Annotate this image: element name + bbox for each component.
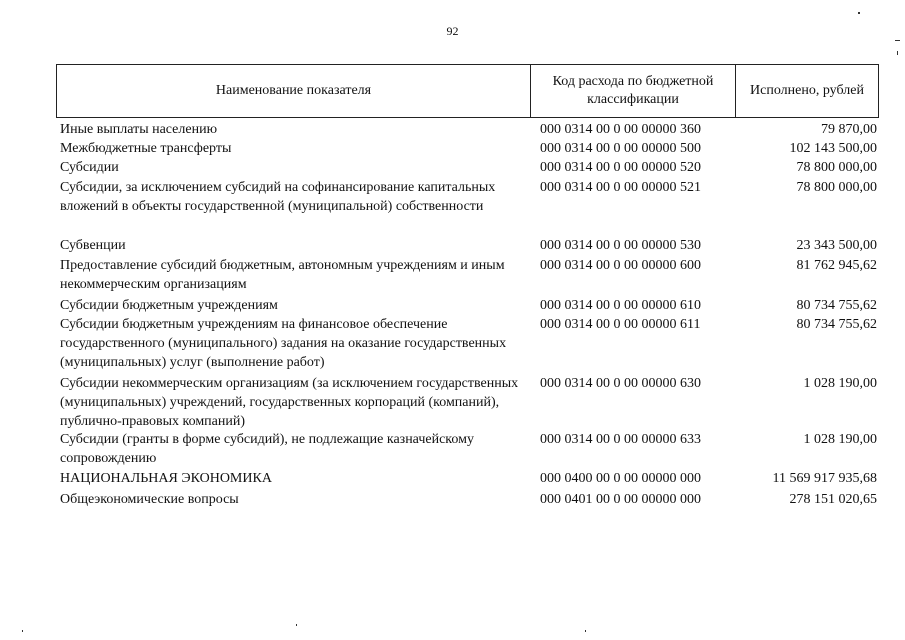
table-row — [56, 120, 879, 139]
row-name: Общеэкономические вопросы — [60, 492, 239, 507]
table-row — [56, 178, 879, 236]
row-code: 000 0314 00 0 00 00000 521 — [540, 180, 701, 195]
scan-mark — [585, 630, 586, 632]
scan-mark — [897, 51, 898, 55]
row-code: 000 0314 00 0 00 00000 520 — [540, 160, 701, 175]
row-name: Субсидии бюджетным учреждениям на финансовое обеспечение государственного (муниципального) задания на оказание государственных (муниципальных) услуг (выполнение работ) — [60, 317, 507, 370]
row-sum: 80 734 755,62 — [796, 298, 877, 313]
row-code: 000 0314 00 0 00 00000 360 — [540, 122, 701, 137]
row-sum: 78 800 000,00 — [796, 160, 877, 175]
row-sum: 278 151 020,65 — [789, 492, 877, 507]
row-sum: 79 870,00 — [821, 122, 877, 137]
row-sum: 80 734 755,62 — [796, 317, 877, 332]
row-name: Предоставление субсидий бюджетным, автономным учреждениям и иным некоммерческим организациям — [60, 258, 505, 292]
scan-mark — [22, 630, 23, 632]
row-name: Иные выплаты населению — [60, 122, 218, 137]
row-code: 000 0314 00 0 00 00000 630 — [540, 376, 701, 391]
table-row — [56, 430, 879, 469]
row-sum: 23 343 500,00 — [796, 238, 877, 253]
header-sum: Исполнено, рублей — [750, 83, 864, 98]
row-name: Субсидии, за исключением субсидий на софинансирование капитальных вложений в объекты государственной (муниципальной) собственности — [60, 180, 496, 214]
row-code: 000 0314 00 0 00 00000 611 — [540, 317, 701, 332]
row-code: 000 0314 00 0 00 00000 530 — [540, 238, 701, 253]
row-code: 000 0314 00 0 00 00000 610 — [540, 298, 701, 313]
table-row — [56, 296, 879, 315]
row-name: НАЦИОНАЛЬНАЯ ЭКОНОМИКА — [60, 471, 272, 486]
row-name: Субвенции — [60, 238, 126, 253]
table-header — [56, 64, 879, 118]
row-sum: 1 028 190,00 — [803, 432, 877, 447]
page-number: 92 — [446, 24, 459, 38]
table-row — [56, 374, 879, 430]
row-name: Межбюджетные трансферты — [60, 141, 232, 156]
table-row — [56, 490, 879, 510]
row-sum: 1 028 190,00 — [803, 376, 877, 391]
header-name: Наименование показателя — [57, 65, 531, 117]
row-code: 000 0314 00 0 00 00000 500 — [540, 141, 701, 156]
row-sum: 81 762 945,62 — [796, 258, 877, 273]
scan-mark — [296, 624, 297, 626]
table-row — [56, 236, 879, 256]
table-row — [56, 315, 879, 374]
row-name: Субсидии некоммерческим организациям (за исключением государственных (муниципальных) учреждений, государственных корпораций (компаний), публично-правовых компаний) — [60, 376, 519, 429]
scan-mark — [895, 40, 900, 41]
row-code: 000 0314 00 0 00 00000 600 — [540, 258, 701, 273]
scan-mark — [858, 12, 860, 14]
row-name: Субсидии — [60, 160, 119, 175]
row-code: 000 0401 00 0 00 00000 000 — [540, 492, 701, 507]
table-row — [56, 158, 879, 178]
row-name: Субсидии (гранты в форме субсидий), не подлежащие казначейскому сопровождению — [60, 432, 474, 466]
row-code: 000 0400 00 0 00 00000 000 — [540, 471, 701, 486]
row-sum: 11 569 917 935,68 — [772, 471, 877, 486]
table-row — [56, 139, 879, 158]
table-row — [56, 256, 879, 296]
row-sum: 78 800 000,00 — [796, 180, 877, 195]
row-code: 000 0314 00 0 00 00000 633 — [540, 432, 701, 447]
row-sum: 102 143 500,00 — [789, 141, 877, 156]
table-body — [56, 118, 879, 510]
row-name: Субсидии бюджетным учреждениям — [60, 298, 278, 313]
table-row — [56, 469, 879, 490]
header-code: Код расхода по бюджетной классификации — [531, 65, 736, 117]
